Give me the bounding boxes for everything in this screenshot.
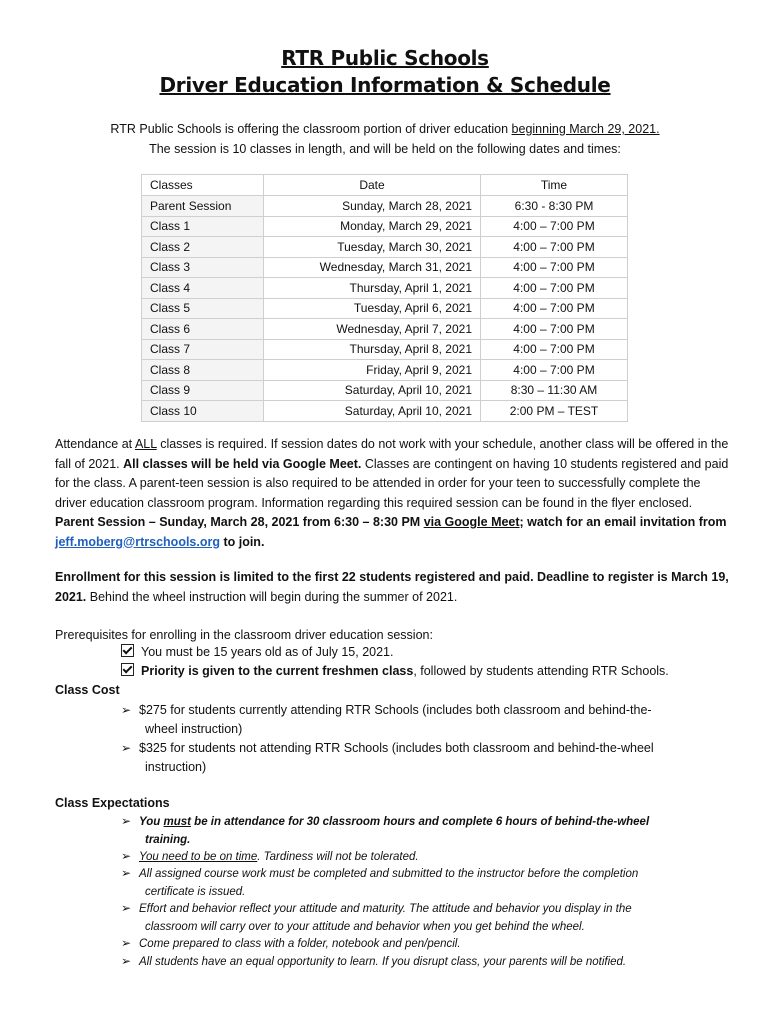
cost-heading: Class Cost (55, 683, 120, 697)
intro-paragraph: RTR Public Schools is offering the classroom portion of driver education beginning March 29, 2021. The session is 10 classes in length, and will be held on the following dates and times: (110, 122, 660, 156)
schedule-row (142, 298, 628, 319)
arrow-bullet-icon: ➢ (121, 703, 132, 717)
date-cell: Sunday, March 28, 2021 (264, 196, 481, 217)
date-cell: Monday, March 29, 2021 (264, 216, 481, 237)
title-main: Driver Education Information & Schedule (159, 73, 611, 97)
class-name-cell: Parent Session (142, 196, 264, 217)
arrow-bullet-icon: ➢ (121, 849, 132, 863)
header-time: Time (481, 175, 628, 196)
schedule-row (142, 339, 628, 360)
class-name-cell: Class 3 (142, 257, 264, 278)
enrollment-paragraph: Enrollment for this session is limited to the first 22 students registered and paid. Deadline to register is March 19, 2021. Behind the wheel instruction will begin during the summer of 2021. (55, 570, 729, 604)
expectation-item: ➢ You must be in attendance for 30 classroom hours and complete 6 hours of behind-the-wheel training. (121, 814, 650, 846)
date-cell: Saturday, April 10, 2021 (264, 380, 481, 401)
date-cell: Tuesday, March 30, 2021 (264, 237, 481, 258)
prereq-heading: Prerequisites for enrolling in the classroom driver education session: (55, 628, 433, 642)
date-cell: Thursday, April 1, 2021 (264, 278, 481, 299)
time-cell: 4:00 – 7:00 PM (481, 237, 628, 258)
date-cell: Wednesday, April 7, 2021 (264, 319, 481, 340)
schedule-row (142, 401, 628, 422)
expectation-item: ➢ Come prepared to class with a folder, notebook and pen/pencil. (121, 935, 721, 954)
expectations-heading: Class Expectations (55, 796, 170, 810)
schedule-row (142, 257, 628, 278)
schedule-header-row (142, 175, 628, 196)
schedule-row (142, 216, 628, 237)
class-name-cell: Class 7 (142, 339, 264, 360)
schedule-row (142, 196, 628, 217)
date-cell: Thursday, April 8, 2021 (264, 339, 481, 360)
time-cell: 4:00 – 7:00 PM (481, 298, 628, 319)
cost-item: ➢ $325 for students not attending RTR Schools (includes both classroom and behind-the-wheel instruction) (121, 741, 654, 774)
date-cell: Wednesday, March 31, 2021 (264, 257, 481, 278)
arrow-bullet-icon: ➢ (121, 954, 132, 968)
prereq-item: You must be 15 years old as of July 15, 2021. (121, 643, 393, 662)
class-name-cell: Class 6 (142, 319, 264, 340)
expectation-item: ➢ You need to be on time. Tardiness will not be tolerated. (121, 848, 721, 867)
time-cell: 4:00 – 7:00 PM (481, 360, 628, 381)
class-name-cell: Class 8 (142, 360, 264, 381)
arrow-bullet-icon: ➢ (121, 936, 132, 950)
time-cell: 4:00 – 7:00 PM (481, 216, 628, 237)
class-name-cell: Class 10 (142, 401, 264, 422)
time-cell: 2:00 PM – TEST (481, 401, 628, 422)
time-cell: 4:00 – 7:00 PM (481, 319, 628, 340)
schedule-row (142, 360, 628, 381)
checkbox-icon (121, 663, 134, 676)
header-classes: Classes (142, 175, 264, 196)
arrow-bullet-icon: ➢ (121, 866, 132, 880)
class-name-cell: Class 1 (142, 216, 264, 237)
cost-item: ➢ $275 for students currently attending RTR Schools (includes both classroom and behind-the- wheel instruction) (121, 703, 652, 736)
class-name-cell: Class 4 (142, 278, 264, 299)
time-cell: 4:00 – 7:00 PM (481, 278, 628, 299)
expectation-item: ➢ Effort and behavior reflect your attitude and maturity. The attitude and behavior you display in the classroom will carry over to your attitude and behavior when you get behind the wheel. (121, 901, 632, 933)
email-link[interactable]: jeff.moberg@rtrschools.org (55, 534, 220, 549)
arrow-bullet-icon: ➢ (121, 901, 132, 915)
class-name-cell: Class 2 (142, 237, 264, 258)
time-cell: 4:00 – 7:00 PM (481, 257, 628, 278)
schedule-row (142, 319, 628, 340)
date-cell: Friday, April 9, 2021 (264, 360, 481, 381)
schedule-row (142, 278, 628, 299)
prereq-item: Priority is given to the current freshmen class, followed by students attending RTR Schools. (121, 662, 669, 681)
header-date: Date (264, 175, 481, 196)
arrow-bullet-icon: ➢ (121, 814, 132, 828)
expectation-item: ➢ All students have an equal opportunity to learn. If you disrupt class, your parents will be notified. (121, 953, 721, 972)
attendance-paragraph: Attendance at ALL classes is required. If session dates do not work with your schedule, another class will be offered in the fall of 2021. All classes will be held via Google Meet. Classes are contingent on having 10 students registered and paid for the class. A parent-teen session is also required to be attended in order for your teen to successfully complete the driver education classroom program. Information regarding this required session can be found in the flyer enclosed. Parent Session – Sunday, March 28, 2021 from 6:30 – 8:30 PM via Google Meet; watch for an email invitation from jeff.moberg@rtrschools.org to join. (55, 437, 729, 549)
start-date: beginning March 29, 2021. (511, 122, 660, 136)
arrow-bullet-icon: ➢ (121, 741, 132, 755)
date-cell: Saturday, April 10, 2021 (264, 401, 481, 422)
time-cell: 6:30 - 8:30 PM (481, 196, 628, 217)
checkbox-icon (121, 644, 134, 657)
class-name-cell: Class 5 (142, 298, 264, 319)
time-cell: 8:30 – 11:30 AM (481, 380, 628, 401)
schedule-row (142, 237, 628, 258)
date-cell: Tuesday, April 6, 2021 (264, 298, 481, 319)
title-school: RTR Public Schools (281, 46, 489, 70)
expectation-item: ➢ All assigned course work must be completed and submitted to the instructor before the completion certificate is issued. (121, 866, 639, 898)
schedule-table (141, 174, 628, 422)
time-cell: 4:00 – 7:00 PM (481, 339, 628, 360)
schedule-row (142, 380, 628, 401)
class-name-cell: Class 9 (142, 380, 264, 401)
